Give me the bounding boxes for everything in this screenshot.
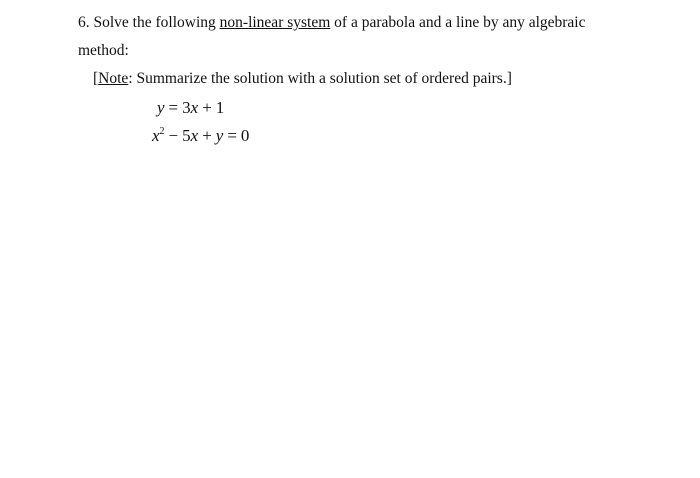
eq2-var1: x (152, 126, 160, 145)
eq1-coef: 3 (182, 98, 191, 117)
question-text-line2: method: (78, 42, 129, 59)
equation-line (157, 98, 224, 118)
eq2-minus: − (168, 126, 179, 145)
question-text-before: Solve the following (93, 14, 216, 31)
equation-parabola (152, 126, 249, 146)
eq2-coef: 5 (182, 126, 191, 145)
note-text: : Summarize the solution with a solution set of ordered pairs.] (128, 70, 512, 87)
eq2-exponent: 2 (159, 126, 165, 137)
eq2-rhs: 0 (240, 126, 250, 145)
note-open-bracket: [ (93, 70, 99, 87)
eq1-equals: = (168, 98, 179, 117)
eq2-plus: + (202, 126, 212, 145)
eq1-const: 1 (215, 98, 225, 117)
eq2-var2: x (190, 126, 199, 145)
eq1-var: x (190, 98, 199, 117)
question-number: 6. (78, 14, 90, 31)
eq2-var3: y (215, 126, 224, 145)
question-underlined-term: non-linear system (219, 14, 331, 31)
eq2-equals: = (227, 126, 237, 145)
eq1-lhs: y (157, 98, 165, 117)
question-line-2 (78, 41, 129, 61)
question-line-1 (78, 13, 586, 33)
note (93, 69, 512, 89)
eq1-plus: + (202, 98, 212, 117)
question-text-after: of a parabola and a line by any algebraic (334, 14, 586, 31)
note-label: Note (98, 70, 129, 87)
